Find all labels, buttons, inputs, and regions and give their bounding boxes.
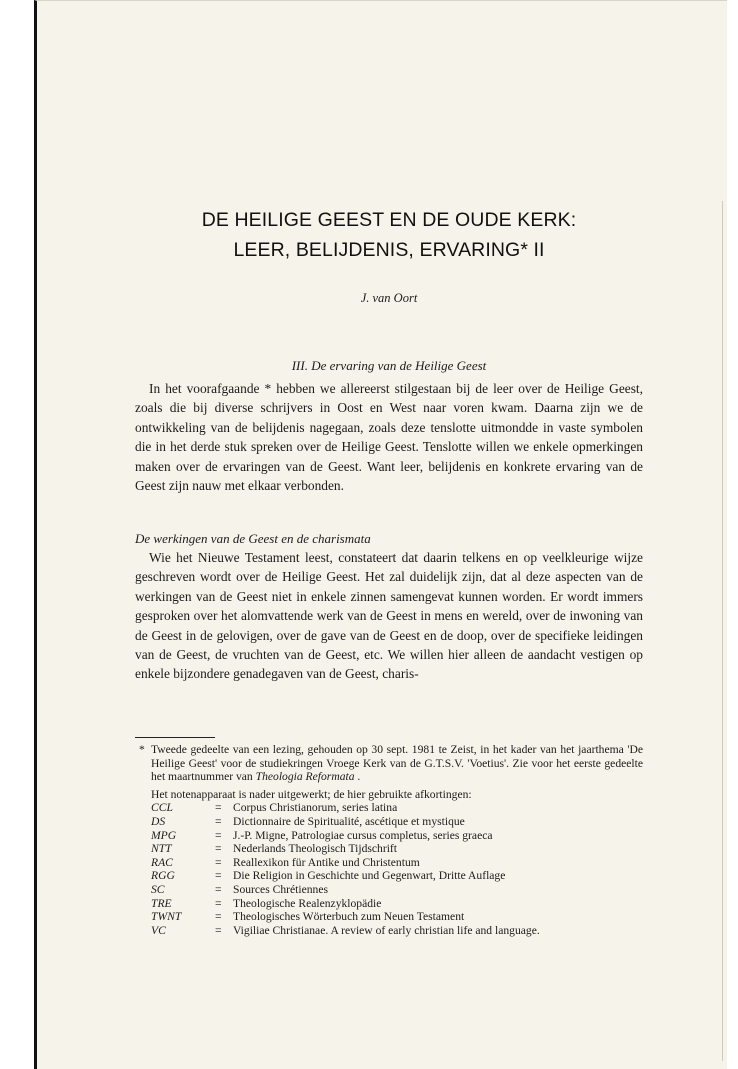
abbreviation-key: NTT <box>151 842 172 856</box>
abbreviation-row <box>151 910 643 924</box>
abbreviation-row <box>151 924 643 938</box>
abbreviation-equals: = <box>215 801 222 815</box>
footnote-text <box>151 743 643 784</box>
section-title: III. De ervaring van de Heilige Geest <box>291 358 487 373</box>
abbreviation-equals: = <box>215 869 222 883</box>
abbreviation-row <box>151 829 643 843</box>
footnote-text-part1: Tweede gedeelte van een lezing, gehouden op 30 sept. 1981 te Zeist, in het kader van het jaarthema 'De Heilige Geest' voor de studiekringen Vroege Kerk van de G.T.S.V. 'Voetius'. Zie voor het eerste gedeelte het maartnummer van <box>151 743 643 784</box>
abbreviation-key: TRE <box>151 896 172 910</box>
page-edge-line <box>722 201 723 1061</box>
footnote-journal: Theologia Reformata <box>255 770 355 784</box>
abbreviation-equals: = <box>215 882 222 896</box>
abbreviation-equals: = <box>215 828 222 842</box>
abbreviation-value: Dictionnaire de Spiritualité, ascétique et mystique <box>233 814 465 828</box>
abbreviation-value: Corpus Christianorum, series latina <box>233 801 398 815</box>
abbreviation-value: Nederlands Theologisch Tijdschrift <box>233 842 398 856</box>
abbreviation-value: Theologisches Wörterbuch zum Neuen Testament <box>233 910 465 924</box>
abbreviation-row <box>151 856 643 870</box>
abbreviation-value: Vigiliae Christianae. A review of early christian life and language. <box>233 923 540 937</box>
abbreviation-equals: = <box>215 923 222 937</box>
abbreviation-key: RGG <box>151 869 175 883</box>
abbreviation-row <box>151 869 643 883</box>
abbreviation-key: MPG <box>151 828 177 842</box>
article-title-line-2: LEER, BELIJDENIS, ERVARING* II <box>233 239 545 261</box>
abbreviation-row <box>151 883 643 897</box>
abbreviation-value: Reallexikon für Antike und Christentum <box>233 855 420 869</box>
abbreviation-value: J.-P. Migne, Patrologiae cursus completus, series graeca <box>233 828 493 842</box>
abbreviation-key: SC <box>151 882 165 896</box>
abbreviation-key: CCL <box>151 801 173 815</box>
article-title <box>135 205 643 265</box>
abbreviation-value: Die Religion in Geschichte und Gegenwart, Dritte Auflage <box>233 869 506 883</box>
footnote-text-part2: . <box>354 770 361 784</box>
footnote-main <box>139 743 643 784</box>
abbreviation-equals: = <box>215 910 222 924</box>
footnote-marker: * <box>139 743 145 756</box>
subheading: De werkingen van de Geest en de charismata <box>135 531 371 546</box>
article-title-line-1: DE HEILIGE GEEST EN DE OUDE KERK: <box>201 209 577 231</box>
paragraph-intro: In het voorafgaande * hebben we allereerst stilgestaan bij de leer over de Heilige Geest, zoals die bij diverse schrijvers in Oost en West naar voren kwam. Daarna zijn we de ontwikkeling van de belijdenis nagegaan, zoals deze tenslotte uitmondde in vaste symbolen die in het derde stuk spreken over de Heilige Geest. Tenslotte willen we enkele opmerkingen maken over de ervaringen van de Geest. Want leer, belijdenis en konkrete ervaring van de Geest zijn nauw met elkaar verbonden. <box>135 381 643 494</box>
abbreviation-key: DS <box>151 814 166 828</box>
abbreviation-row <box>151 801 643 815</box>
abbreviation-key: RAC <box>151 855 173 869</box>
abbreviation-equals: = <box>215 896 222 910</box>
abbreviation-row <box>151 815 643 829</box>
footnote-separator <box>135 737 215 738</box>
scanned-page <box>34 0 727 1069</box>
footnote <box>139 743 643 937</box>
abbreviations-list <box>139 801 643 937</box>
abbreviation-key: TWNT <box>151 910 182 924</box>
abbreviation-equals: = <box>215 814 222 828</box>
abbreviations-intro: Het notenapparaat is nader uitgewerkt; de hier gebruikte afkortingen: <box>151 787 472 801</box>
abbreviation-equals: = <box>215 842 222 856</box>
abbreviation-equals: = <box>215 855 222 869</box>
abbreviation-value: Sources Chrétiennes <box>233 882 328 896</box>
paragraph-werkingen: Wie het Nieuwe Testament leest, constateert dat daarin telkens en op veelkleurige wijze geschreven wordt over de Heilige Geest. Het zal duidelijk zijn, dat al deze aspecten van de werkingen van de Geest niet in enkele zinnen samengevat kunnen worden. Er wordt immers gesproken over het alomvattende werk van de Geest in mens en wereld, over de inwoning van de Geest in de gelovigen, over de gave van de Geest en de doop, over de specifieke leidingen van de Geest, de vruchten van de Geest, etc. We willen hier alleen de aandacht vestigen op enkele bijzondere genadegaven van de Geest, charis- <box>135 550 643 682</box>
abbreviation-row <box>151 897 643 911</box>
article-author: J. van Oort <box>360 291 418 305</box>
abbreviation-key: VC <box>151 923 166 937</box>
abbreviation-value: Theologische Realenzyklopädie <box>233 896 382 910</box>
abbreviation-row <box>151 842 643 856</box>
